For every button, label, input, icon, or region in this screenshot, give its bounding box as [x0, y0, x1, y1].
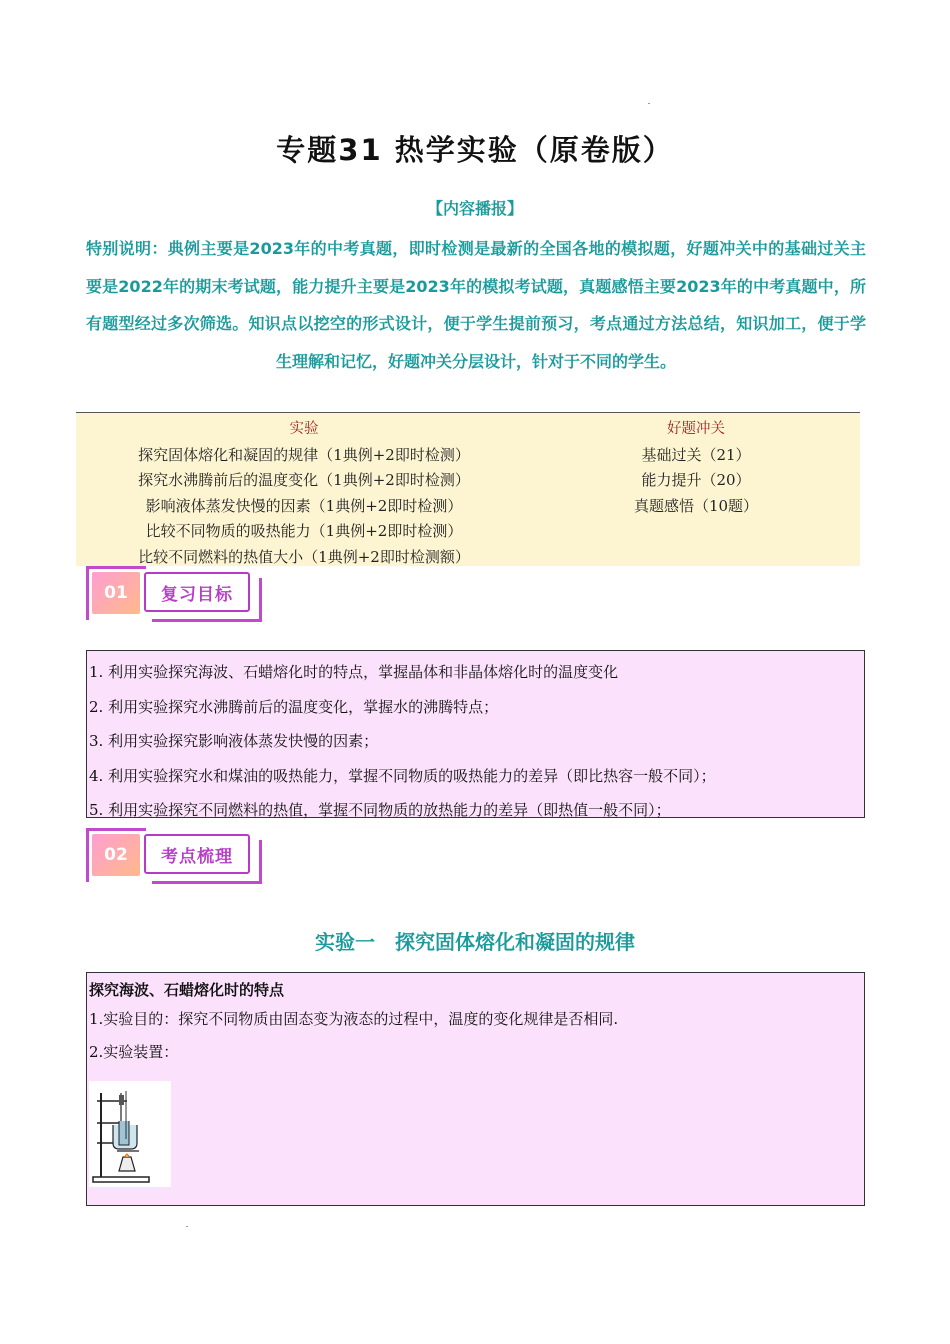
overview-experiment-item: 影响液体蒸发快慢的因素（1典例+2即时检测） — [145, 496, 463, 515]
experiment-purpose: 1.实验目的：探究不同物质由固态变为液态的过程中，温度的变化规律是否相同. — [89, 1010, 619, 1028]
goal-item: 1. 利用实验探究海波、石蜡熔化时的特点，掌握晶体和非晶体熔化时的温度变化 — [89, 663, 619, 681]
intro-paragraph: 特别说明：典例主要是2023年的中考真题，即时检测是最新的全国各地的模拟题，好题冲关中的基础过关主要是2022年的期末考试题，能力提升主要是2023年的模拟考试题，真题感悟主要2023年的中考真题中，所有题型经过多次筛选。知识点以挖空的形式设计，便于学生提前预习，考点通过方法总结，知识加工，便于学生理解和记忆，好题冲关分层设计，针对于不同的学生。 — [86, 239, 866, 371]
section-number: 02 — [92, 834, 140, 876]
overview-experiments-column — [76, 417, 532, 570]
overview-practice-item: 真题感悟（10题） — [633, 496, 759, 515]
section-label: 考点梳理 — [144, 834, 250, 874]
section-badge-review-goals — [86, 566, 266, 622]
experiment-subtitle: 探究海波、石蜡熔化时的特点 — [89, 981, 285, 999]
overview-experiment-item: 探究固体熔化和凝固的规律（1典例+2即时检测） — [138, 445, 470, 464]
overview-practice-item: 能力提升（20） — [641, 471, 751, 489]
overview-col1-header: 实验 — [289, 421, 319, 437]
page-title: 专题31 热学实验（原卷版） — [276, 133, 674, 167]
apparatus-image — [89, 1081, 171, 1187]
goal-item: 3. 利用实验探究影响液体蒸发快慢的因素； — [89, 732, 379, 750]
scan-dot — [648, 103, 650, 104]
overview-practice-item: 基础过关（21） — [641, 445, 751, 464]
experiment-box — [86, 972, 865, 1206]
goal-item: 4. 利用实验探究水和煤油的吸热能力，掌握不同物质的吸热能力的差异（即比热容一般不同）； — [89, 766, 716, 785]
section-label: 复习目标 — [144, 572, 250, 612]
overview-table — [76, 412, 860, 566]
review-goals-box — [86, 650, 865, 818]
scan-dot — [186, 1226, 188, 1227]
overview-practice-column — [532, 417, 860, 519]
overview-experiment-item: 比较不同燃料的热值大小（1典例+2即时检测额） — [138, 547, 470, 566]
overview-col2-header: 好题冲关 — [667, 421, 725, 437]
apparatus-drawing — [89, 1081, 171, 1187]
content-heading: 【内容播报】 — [426, 199, 523, 218]
experiment-title: 实验一 探究固体熔化和凝固的规律 — [315, 930, 635, 954]
section-badge-key-points — [86, 828, 266, 884]
overview-experiment-item: 探究水沸腾前后的温度变化（1典例+2即时检测） — [138, 471, 470, 489]
goal-item: 5. 利用实验探究不同燃料的热值，掌握不同物质的放热能力的差异（即热值一般不同）； — [89, 801, 671, 819]
experiment-apparatus-label: 2.实验装置： — [89, 1043, 179, 1061]
overview-experiment-item: 比较不同物质的吸热能力（1典例+2即时检测） — [145, 522, 463, 540]
section-number: 01 — [92, 572, 140, 614]
goal-item: 2. 利用实验探究水沸腾前后的温度变化，掌握水的沸腾特点； — [89, 697, 499, 716]
